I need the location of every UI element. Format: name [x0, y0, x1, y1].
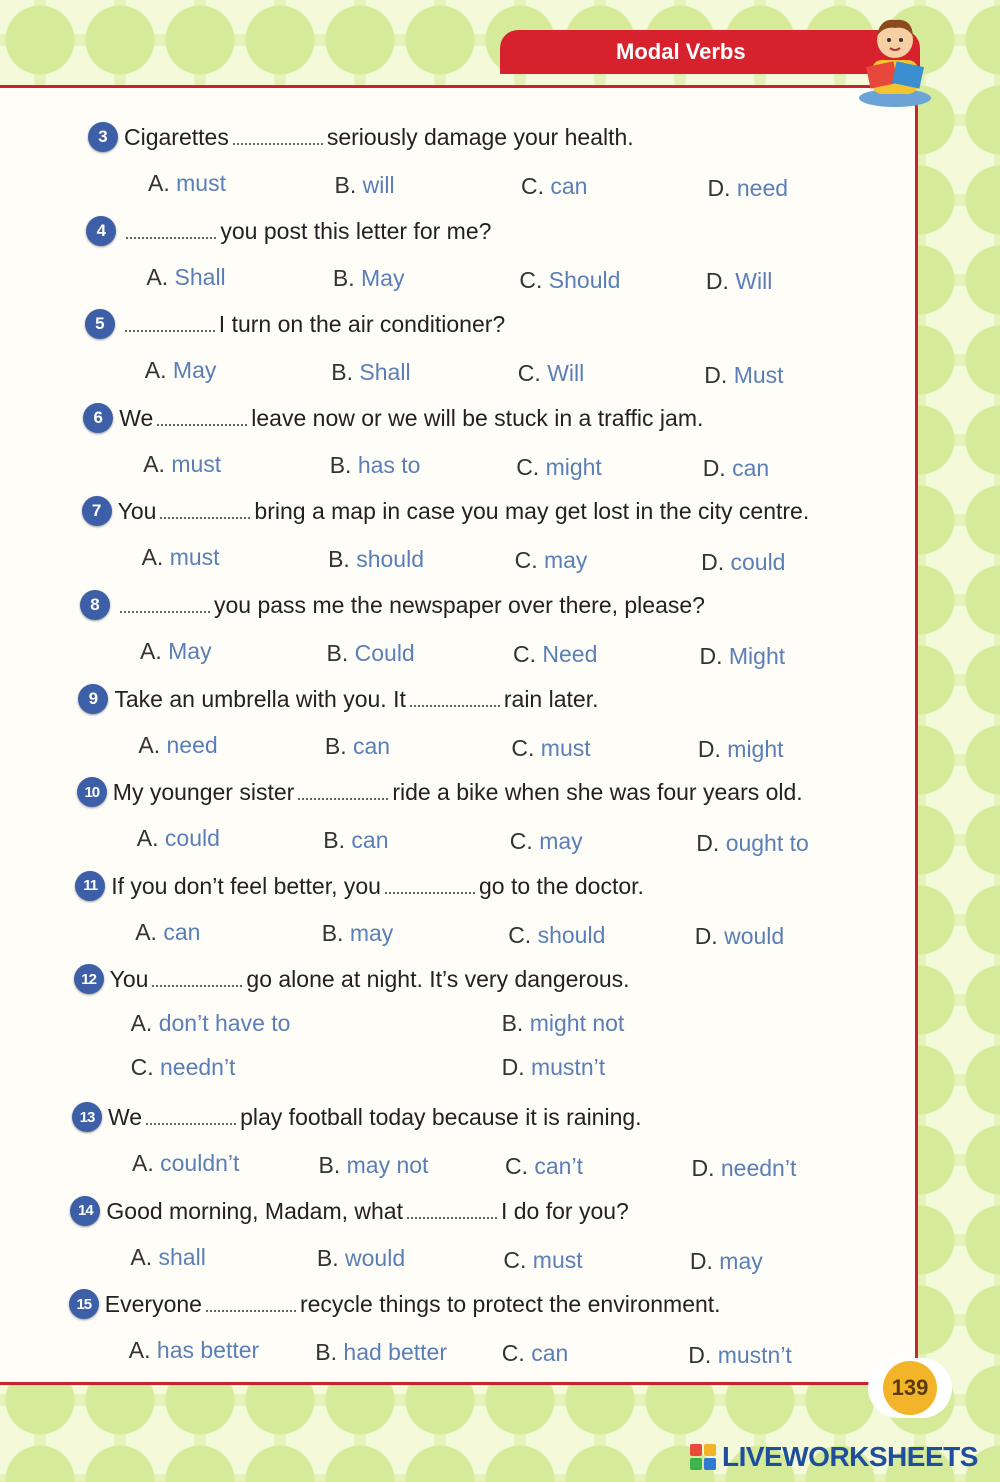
- option-text: can’t: [534, 1153, 583, 1179]
- option-letter: D.: [699, 642, 723, 669]
- brand-name: LIVEWORKSHEETS: [722, 1441, 978, 1472]
- answer-blank[interactable]: [206, 1292, 296, 1312]
- option-letter: B.: [318, 1151, 341, 1178]
- stem-after-blank: ride a bike when she was four years old.: [392, 779, 803, 806]
- option-letter: C.: [508, 921, 532, 948]
- option-text: Might: [728, 642, 786, 669]
- option-letter: C.: [509, 828, 533, 855]
- stem-after-blank: recycle things to protect the environment.: [299, 1291, 721, 1318]
- question-number-badge: 4: [86, 216, 116, 246]
- option-text: has better: [156, 1337, 260, 1364]
- question-10: [0, 773, 918, 867]
- option-letter: B.: [332, 265, 355, 292]
- option-d[interactable]: [696, 830, 809, 857]
- option-letter: B.: [323, 826, 346, 853]
- option-a[interactable]: [137, 825, 220, 852]
- option-letter: D.: [697, 736, 721, 763]
- option-text: mustn’t: [530, 1054, 606, 1081]
- option-b[interactable]: [327, 640, 415, 667]
- answer-blank[interactable]: [120, 593, 210, 613]
- option-text: Should: [548, 266, 621, 293]
- answer-blank[interactable]: [157, 406, 247, 426]
- option-text: can: [732, 455, 770, 482]
- option-letter: D.: [688, 1341, 712, 1368]
- answer-blank[interactable]: [160, 499, 250, 519]
- question-stem: [119, 405, 703, 432]
- option-d[interactable]: [708, 175, 789, 202]
- option-c[interactable]: [508, 922, 605, 949]
- question-number-badge: 5: [85, 309, 115, 339]
- stem-after-blank: go alone at night. It’s very dangerous.: [246, 966, 630, 993]
- stem-before-blank: Cigarettes: [124, 124, 229, 150]
- boy-reading-book-icon: [850, 8, 940, 108]
- question-stem: [113, 779, 803, 806]
- option-text: Need: [542, 641, 598, 667]
- option-d[interactable]: [688, 1342, 792, 1369]
- question-11: [0, 867, 918, 961]
- option-letter: A.: [138, 731, 161, 758]
- option-a[interactable]: [145, 357, 217, 384]
- question-number-badge: 12: [74, 964, 104, 994]
- option-letter: B.: [501, 1010, 524, 1037]
- option-c[interactable]: [502, 1340, 568, 1367]
- answer-blank[interactable]: [233, 125, 323, 145]
- stem-after-blank: leave now or we will be stuck in a traffic jam.: [251, 404, 704, 431]
- option-letter: A.: [130, 1243, 153, 1270]
- option-text: May: [361, 265, 405, 292]
- option-text: may: [719, 1248, 763, 1275]
- option-letter: D.: [704, 361, 728, 388]
- option-b[interactable]: [330, 452, 421, 479]
- option-text: May: [172, 357, 217, 384]
- stem-before-blank: Everyone: [104, 1291, 202, 1318]
- option-letter: A.: [144, 357, 167, 384]
- question-3: [0, 118, 918, 212]
- question-number-badge: 8: [80, 590, 110, 620]
- stem-before-blank: You: [109, 966, 149, 993]
- option-a[interactable]: [142, 544, 220, 571]
- option-letter: B.: [324, 733, 347, 760]
- option-b[interactable]: [502, 1010, 625, 1037]
- stem-before-blank: My younger sister: [112, 779, 295, 806]
- stem-after-blank: play football today because it is raining.: [240, 1104, 642, 1130]
- option-c[interactable]: [510, 828, 583, 855]
- option-text: might not: [529, 1010, 625, 1037]
- question-number-badge: 10: [77, 777, 107, 807]
- question-number-badge: 7: [82, 496, 112, 526]
- option-a[interactable]: [130, 1244, 205, 1271]
- option-c[interactable]: [516, 454, 602, 481]
- question-stem: [122, 218, 491, 245]
- answer-blank[interactable]: [152, 967, 242, 987]
- option-letter: C.: [511, 734, 535, 761]
- question-7: [0, 492, 918, 586]
- option-text: can: [550, 173, 588, 199]
- option-text: must: [169, 544, 220, 571]
- option-d[interactable]: [698, 736, 784, 763]
- option-b[interactable]: [328, 546, 424, 573]
- option-d[interactable]: [502, 1054, 606, 1081]
- option-b[interactable]: [333, 265, 405, 292]
- option-text: Could: [354, 639, 415, 666]
- question-12: [0, 960, 918, 1081]
- option-letter: A.: [140, 638, 162, 664]
- question-number-badge: 9: [78, 684, 108, 714]
- option-b[interactable]: [335, 172, 395, 199]
- question-stem: [116, 592, 705, 619]
- answer-blank[interactable]: [298, 780, 388, 800]
- option-text: must: [540, 734, 591, 761]
- option-a[interactable]: [148, 170, 226, 197]
- option-letter: A.: [130, 1010, 153, 1037]
- option-text: had better: [343, 1338, 448, 1365]
- question-4: [0, 212, 918, 306]
- option-c[interactable]: [511, 735, 590, 762]
- option-letter: B.: [331, 358, 354, 385]
- question-stem: [118, 498, 810, 525]
- option-letter: C.: [130, 1054, 154, 1081]
- option-a[interactable]: [138, 732, 217, 759]
- option-letter: D.: [501, 1054, 525, 1081]
- option-c[interactable]: [131, 1054, 236, 1081]
- option-text: don’t have to: [158, 1010, 291, 1037]
- question-number-badge: 13: [72, 1102, 102, 1132]
- option-d[interactable]: [692, 1155, 797, 1182]
- brand-footer: [690, 1440, 978, 1474]
- option-letter: A.: [146, 263, 169, 290]
- answer-blank[interactable]: [385, 874, 475, 894]
- option-a[interactable]: [131, 1010, 291, 1037]
- answer-blank[interactable]: [125, 312, 215, 332]
- question-number-badge: 6: [83, 403, 113, 433]
- stem-after-blank: seriously damage your health.: [326, 124, 634, 150]
- option-letter: D.: [691, 1154, 715, 1181]
- option-d[interactable]: [690, 1248, 763, 1275]
- question-stem: [111, 873, 644, 900]
- option-letter: B.: [328, 545, 350, 572]
- option-letter: A.: [136, 825, 159, 852]
- option-letter: A.: [132, 1150, 154, 1176]
- option-letter: C.: [513, 641, 536, 667]
- option-text: must: [176, 170, 226, 196]
- question-stem: [110, 966, 630, 993]
- question-number-badge: 3: [88, 122, 118, 152]
- stem-before-blank: Take an umbrella with you. It: [114, 685, 406, 712]
- option-letter: C.: [503, 1246, 527, 1273]
- option-text: need: [736, 174, 789, 201]
- option-c[interactable]: [518, 360, 584, 387]
- stem-before-blank: You: [117, 498, 157, 525]
- option-letter: B.: [315, 1338, 338, 1365]
- option-letter: D.: [707, 174, 731, 201]
- option-text: can: [351, 826, 389, 853]
- option-letter: C.: [519, 266, 543, 293]
- option-text: Will: [547, 360, 585, 387]
- option-text: may not: [346, 1151, 429, 1178]
- option-text: mustn’t: [717, 1341, 792, 1368]
- option-text: Will: [735, 268, 773, 295]
- option-letter: A.: [128, 1337, 151, 1364]
- option-letter: A.: [143, 450, 165, 477]
- option-b[interactable]: [331, 359, 410, 386]
- option-c[interactable]: [505, 1153, 583, 1180]
- option-b[interactable]: [325, 733, 390, 760]
- answer-blank[interactable]: [146, 1105, 236, 1125]
- stem-before-blank: If you don’t feel better, you: [111, 872, 381, 899]
- stem-after-blank: I do for you?: [500, 1197, 629, 1224]
- stem-before-blank: We: [119, 404, 154, 431]
- option-text: might: [545, 453, 602, 480]
- option-letter: D.: [696, 829, 720, 856]
- stem-after-blank: you post this letter for me?: [220, 217, 492, 244]
- option-letter: C.: [514, 547, 538, 574]
- option-text: can: [353, 733, 391, 760]
- option-letter: C.: [517, 360, 541, 387]
- option-d[interactable]: [701, 549, 785, 576]
- stem-after-blank: go to the doctor.: [478, 872, 644, 899]
- option-b[interactable]: [317, 1245, 405, 1272]
- question-number-badge: 14: [70, 1196, 100, 1226]
- option-letter: C.: [521, 173, 544, 199]
- chapter-title: Modal Verbs: [616, 39, 746, 64]
- option-c[interactable]: [503, 1247, 582, 1274]
- question-number-badge: 15: [69, 1289, 99, 1319]
- option-text: can: [531, 1340, 569, 1367]
- option-letter: B.: [326, 639, 349, 666]
- option-b[interactable]: [322, 920, 394, 947]
- option-c[interactable]: [519, 267, 620, 294]
- option-text: can: [163, 918, 201, 945]
- answer-blank[interactable]: [126, 219, 216, 239]
- option-letter: A.: [135, 918, 157, 945]
- option-text: needn’t: [720, 1154, 797, 1181]
- option-text: may: [543, 547, 588, 574]
- question-8: [0, 586, 918, 680]
- question-stem: [105, 1291, 721, 1318]
- option-a[interactable]: [140, 638, 212, 665]
- option-text: Shall: [174, 263, 226, 290]
- option-d[interactable]: [695, 923, 785, 950]
- option-text: could: [730, 548, 786, 575]
- question-14: [0, 1192, 918, 1286]
- stem-after-blank: rain later.: [503, 685, 599, 712]
- liveworksheets-logo-icon: [690, 1444, 716, 1470]
- page-number-badge: [868, 1358, 952, 1418]
- question-stem: [121, 311, 505, 338]
- option-text: would: [724, 923, 785, 950]
- option-text: should: [537, 921, 606, 948]
- option-b[interactable]: [319, 1152, 429, 1179]
- option-d[interactable]: [703, 455, 769, 482]
- option-letter: C.: [516, 453, 540, 480]
- option-c[interactable]: [521, 173, 587, 200]
- question-15: [0, 1285, 918, 1379]
- option-letter: B.: [321, 920, 344, 947]
- option-text: couldn’t: [160, 1150, 240, 1176]
- option-text: may: [539, 828, 583, 855]
- option-text: needn’t: [159, 1054, 236, 1081]
- footer-divider: [0, 1383, 870, 1385]
- option-text: could: [164, 825, 220, 852]
- option-a[interactable]: [143, 451, 221, 478]
- option-letter: D.: [705, 268, 729, 295]
- stem-after-blank: I turn on the air conditioner?: [218, 311, 506, 338]
- question-stem: [108, 1104, 642, 1131]
- question-stem: [114, 686, 598, 713]
- option-letter: A.: [148, 170, 170, 196]
- question-6: [0, 399, 918, 493]
- option-text: need: [166, 731, 218, 758]
- option-d[interactable]: [700, 643, 786, 670]
- option-text: May: [168, 638, 212, 664]
- option-text: must: [171, 450, 222, 477]
- option-letter: A.: [141, 544, 164, 571]
- option-letter: B.: [316, 1245, 339, 1272]
- option-letter: D.: [694, 923, 718, 950]
- option-letter: B.: [329, 452, 352, 479]
- question-5: [0, 305, 918, 399]
- option-a[interactable]: [146, 264, 225, 291]
- option-text: Must: [733, 361, 784, 388]
- option-a[interactable]: [135, 919, 200, 946]
- option-text: may: [349, 920, 394, 947]
- option-letter: D.: [702, 455, 726, 482]
- option-letter: D.: [701, 548, 725, 575]
- answer-blank[interactable]: [410, 687, 500, 707]
- option-text: shall: [158, 1243, 206, 1270]
- option-text: would: [345, 1245, 406, 1272]
- option-text: will: [362, 171, 395, 198]
- page-number: 139: [891, 1375, 929, 1400]
- answer-blank[interactable]: [407, 1199, 497, 1219]
- question-13: [0, 1098, 918, 1192]
- option-text: must: [532, 1246, 583, 1273]
- option-text: might: [727, 736, 784, 763]
- option-letter: D.: [689, 1248, 713, 1275]
- option-c[interactable]: [513, 641, 597, 668]
- question-stem: [106, 1198, 628, 1225]
- option-b[interactable]: [323, 827, 388, 854]
- option-text: Shall: [359, 358, 411, 385]
- option-text: has to: [357, 452, 421, 479]
- stem-before-blank: Good morning, Madam, what: [106, 1197, 403, 1224]
- option-d[interactable]: [704, 362, 783, 389]
- question-number-badge: 11: [75, 871, 105, 901]
- option-a[interactable]: [132, 1150, 239, 1177]
- option-text: ought to: [725, 829, 809, 856]
- option-letter: B.: [334, 171, 357, 198]
- stem-before-blank: We: [108, 1104, 143, 1130]
- option-c[interactable]: [515, 547, 588, 574]
- stem-after-blank: you pass me the newspaper over there, please?: [214, 592, 705, 618]
- question-stem: [124, 124, 634, 151]
- option-letter: C.: [501, 1340, 525, 1367]
- option-text: should: [356, 545, 424, 572]
- option-a[interactable]: [129, 1337, 259, 1364]
- option-b[interactable]: [315, 1339, 447, 1366]
- option-letter: C.: [505, 1153, 528, 1179]
- option-d[interactable]: [706, 268, 772, 295]
- stem-after-blank: bring a map in case you may get lost in the city centre.: [254, 498, 810, 525]
- question-9: [0, 680, 918, 774]
